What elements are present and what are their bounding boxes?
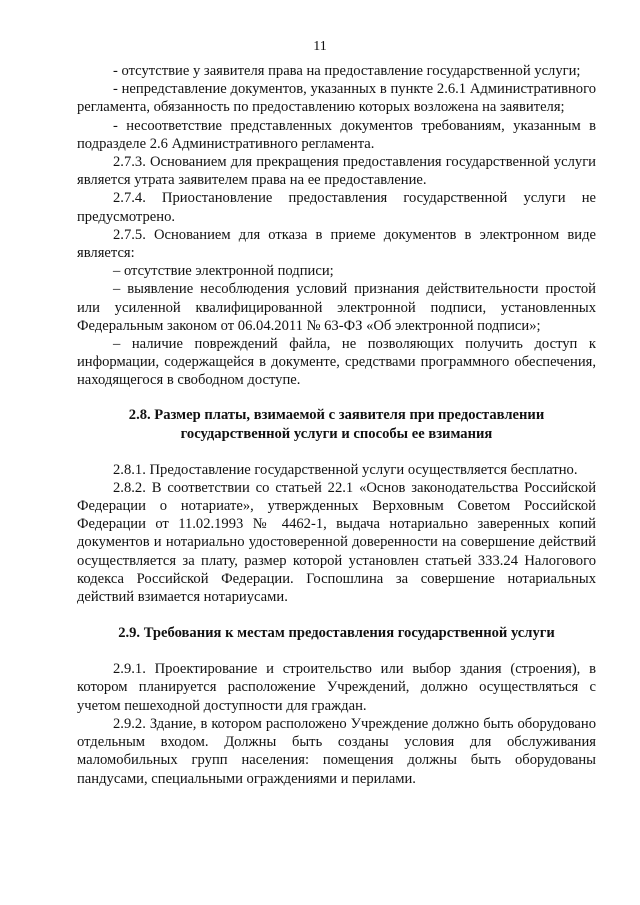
paragraph-2-7-5: 2.7.5. Основанием для отказа в приеме документов в электронном виде является: [77,226,596,262]
paragraph-2-9-2: 2.9.2. Здание, в котором расположено Учреждение должно быть оборудовано отдельным входом. Должны быть созданы условия для обслуживания маломобильных групп населения: помещения должны быть оборудованы пандусами, специальными ограждениями и перилами. [77,715,596,787]
paragraph-missing-documents: - непредставление документов, указанных в пункте 2.6.1 Административного регламента, обязанность по предоставлению которых возложена на заявителя; [77,81,596,116]
section-heading-2-8-line1: 2.8. Размер платы, взимаемой с заявителя при предоставлении [128,406,545,423]
paragraph-2-8-1: 2.8.1. Предоставление государственной услуги осуществляется бесплатно. [113,461,578,478]
paragraph-2-8-2: 2.8.2. В соответствии со статьей 22.1 «Основ законодательства Российской Федерации о нотариате», утвержденных Верховным Советом Российской Федерации от 11.02.1993 № 4462-1, выдача нотариально заверенных копий документов и нотариально удостоверенной доверенности на совершение действий осуществляется за плату, размер которой установлен статьей 333.24 Налогового кодекса Российской Федерации. Госпошлина за совершение нотариальных действий взимается нотариусами. [77,479,596,606]
paragraph-2-7-4: 2.7.4. Приостановление предоставления государственной услуги не предусмотрено. [77,190,596,225]
section-heading-2-8-line2: государственной услуги и способы ее взимания [180,425,493,442]
paragraph-2-9-1: 2.9.1. Проектирование и строительство или выбор здания (строения), в котором планируется расположение Учреждений, должно осуществляться с учетом пешеходной доступности для граждан. [77,661,596,714]
page-number: 11 [313,39,327,54]
list-item-signature-invalid: – выявление несоблюдения условий признания действительности простой или усиленной квалифицированной электронной подписи, установленных Федеральным законом от 06.04.2011 № 63-ФЗ «Об электронной подписи»; [77,281,596,334]
list-item-no-signature: – отсутствие электронной подписи; [113,263,334,280]
page-content [77,62,596,788]
paragraph-2-7-3: 2.7.3. Основанием для прекращения предоставления государственной услуги является утрата заявителем права на ее предоставление. [77,154,596,189]
paragraph-no-right: - отсутствие у заявителя права на предоставление государственной услуги; [113,63,581,79]
paragraph-nonconformity: - несоответствие представленных документов требованиям, указанным в подразделе 2.6 Административного регламента. [77,117,596,152]
section-heading-2-9: 2.9. Требования к местам предоставления государственной услуги [118,625,555,642]
list-item-file-damage: – наличие повреждений файла, не позволяющих получить доступ к информации, содержащейся в документе, средствами программного обеспечения, находящегося в свободном доступе. [77,336,596,389]
